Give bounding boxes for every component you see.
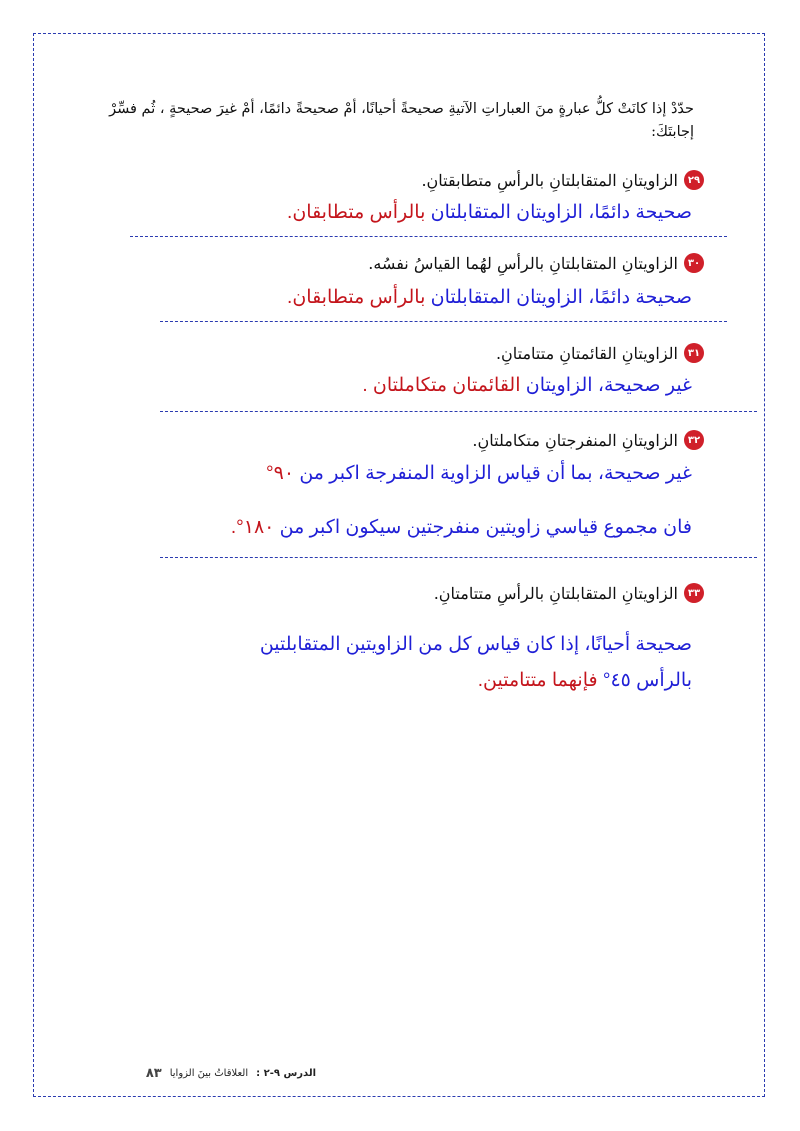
question-29 <box>421 167 704 193</box>
answer-text: صحيحة دائمًا، الزاويتان المتقابلتان <box>425 202 692 223</box>
answer-30 <box>287 284 692 312</box>
separator-dashed <box>160 557 757 558</box>
answer-text: غير صحيحة، بما أن قياس الزاوية المنفرجة اكبر من <box>294 463 692 484</box>
question-number-badge: ٣٢ <box>684 430 704 450</box>
question-text: الزاويتانِ المتقابلتانِ بالرأسِ متتامتانِ. <box>433 583 678 603</box>
answer-31 <box>362 372 692 400</box>
answer-text: غير صحيحة، الزاويتان <box>520 375 692 396</box>
separator-dashed <box>160 411 757 412</box>
page-footer <box>46 1060 316 1086</box>
question-33 <box>434 580 704 606</box>
question-30 <box>368 250 704 276</box>
answer-highlight: ١٨٠°. <box>230 517 275 538</box>
question-number-badge: ٣١ <box>684 343 704 363</box>
answer-text: صحيحة أحيانًا، إذا كان قياس كل من الزاويتين المتقابلتين <box>259 634 692 655</box>
separator-dashed <box>130 236 727 237</box>
question-32 <box>472 427 704 453</box>
answer-highlight: فإنهما متتامتين. <box>477 670 598 691</box>
answer-32-line-2 <box>231 514 692 542</box>
answer-highlight: بالرأس متطابقان. <box>287 287 426 308</box>
answer-text: صحيحة دائمًا، الزاويتان المتقابلتان <box>425 287 692 308</box>
question-text: الزاويتانِ القائمتانِ متتامتانِ. <box>495 343 678 363</box>
instruction-text: حدّدْ إذا كانَتْ كلُّ عبارةٍ منَ العباراتِ الآتيةِ صحيحةً أحيانًا، أمْ صحيحةً دائمًا، أمْ غيرَ صحيحةٍ ، ثُم فسِّرْ إجابتَكَ: <box>109 101 694 140</box>
question-number-badge: ٣٣ <box>684 583 704 603</box>
question-text: الزاويتانِ المتقابلتانِ بالرأسِ لهُما القياسُ نفسُه. <box>368 253 678 273</box>
answer-29 <box>287 199 692 227</box>
answer-text: بالرأس ٤٥° <box>597 670 692 691</box>
page-number: ٨٣ <box>145 1065 162 1081</box>
question-text: الزاويتانِ المنفرجتانِ متكاملتانِ. <box>472 430 678 450</box>
question-text: الزاويتانِ المتقابلتانِ بالرأسِ متطابقتانِ. <box>421 170 678 190</box>
answer-highlight: بالرأس متطابقان. <box>287 202 426 223</box>
answer-33-line-2 <box>478 667 692 695</box>
question-31 <box>496 340 704 366</box>
answer-33-line-1 <box>260 631 692 659</box>
answer-highlight: ٩٠° <box>266 463 295 484</box>
footer-lesson-title: العلاقاتُ بينَ الزوايا <box>169 1067 249 1079</box>
answer-text: فان مجموع قياسي زاويتين منفرجتين سيكون اكبر من <box>274 517 692 538</box>
answer-32-line-1 <box>266 460 692 488</box>
question-number-badge: ٢٩ <box>684 170 704 190</box>
separator-dashed <box>160 321 727 322</box>
question-number-badge: ٣٠ <box>684 253 704 273</box>
answer-highlight: القائمتان متكاملتان . <box>362 375 521 396</box>
footer-lesson-label: الدرس ٩-٢ : <box>256 1067 316 1079</box>
